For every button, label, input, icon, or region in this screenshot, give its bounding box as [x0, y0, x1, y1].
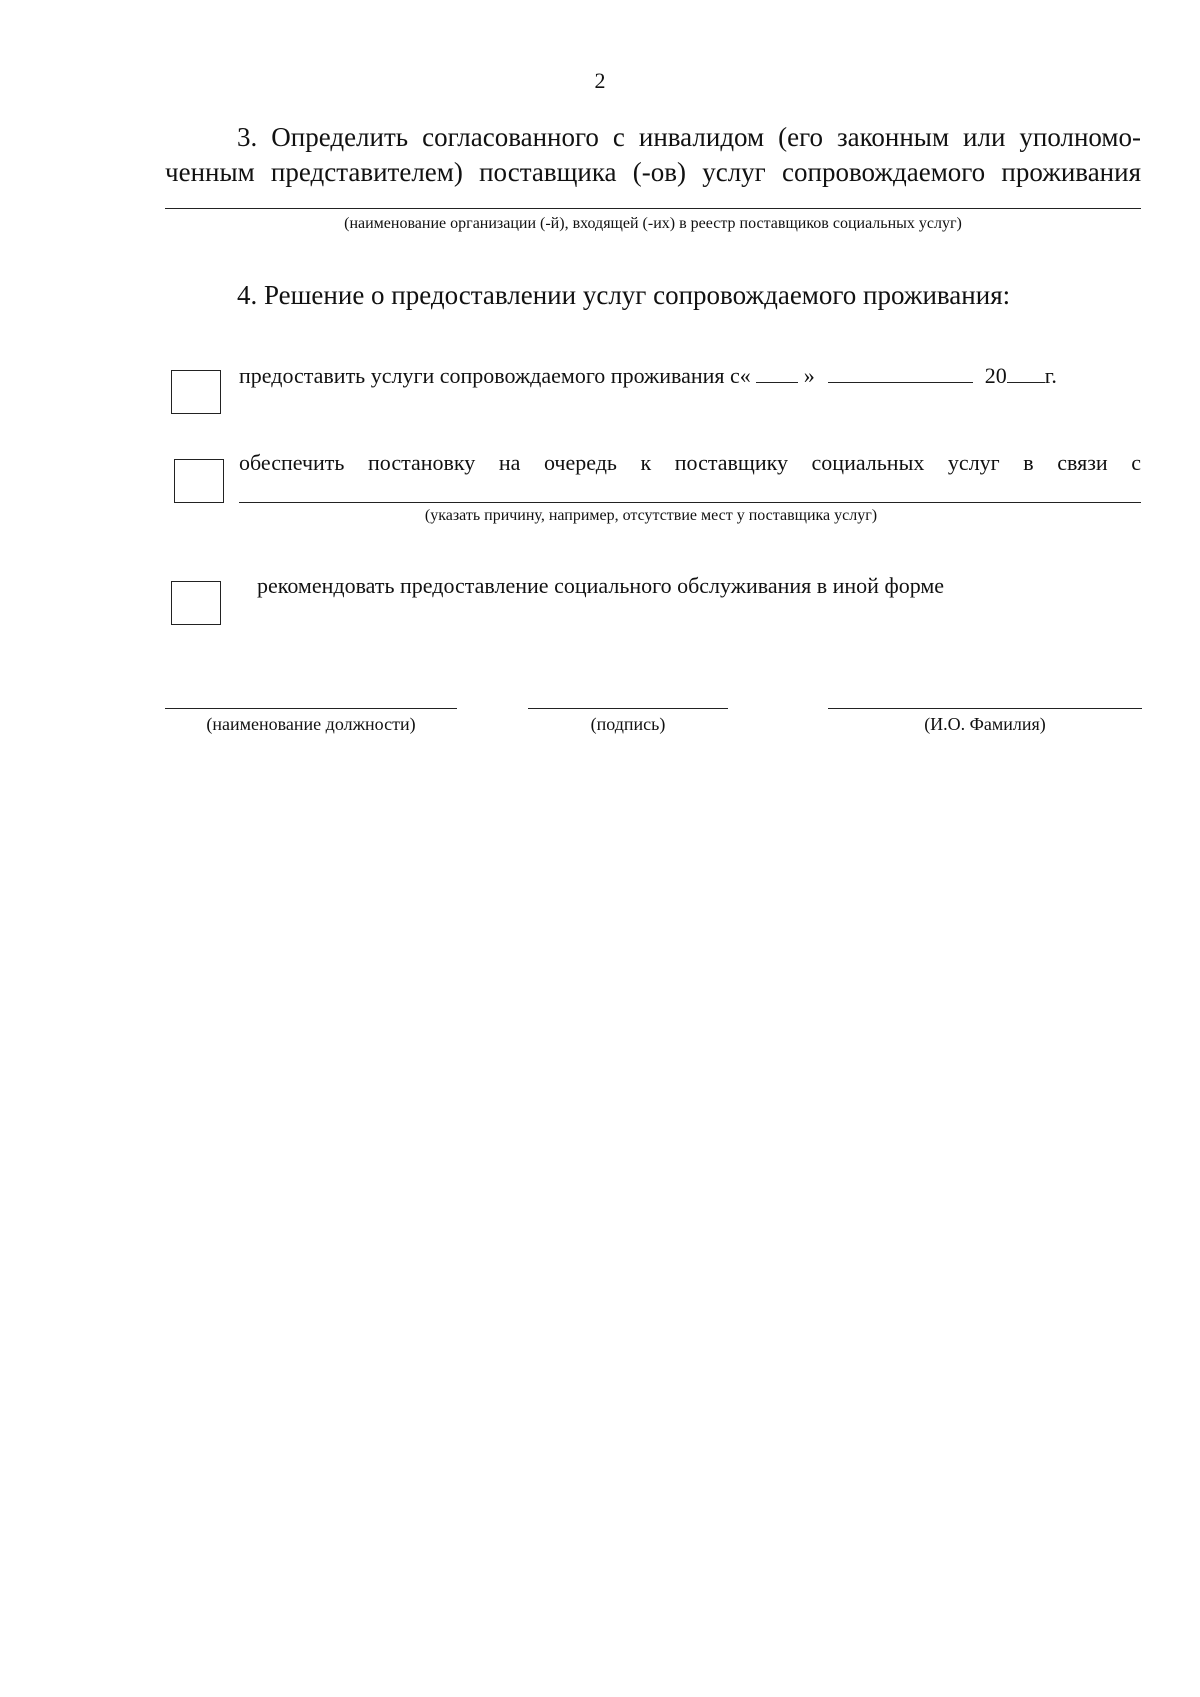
- page-number: 2: [594, 68, 606, 93]
- provider-name-field[interactable]: [165, 208, 1141, 209]
- full-name-field[interactable]: [828, 708, 1142, 709]
- start-day-field[interactable]: [756, 362, 798, 383]
- start-year-field[interactable]: [1007, 362, 1045, 383]
- provide-services-checkbox[interactable]: [171, 370, 221, 414]
- queue-checkbox[interactable]: [174, 459, 224, 503]
- queue-reason-field[interactable]: [239, 502, 1141, 503]
- year-prefix: 20: [984, 363, 1007, 388]
- section3-text-line2: ченным представителем) поставщика (-ов) услуг сопровождаемого проживания: [165, 157, 1141, 187]
- year-suffix: г.: [1044, 363, 1057, 388]
- recommend-checkbox[interactable]: [171, 581, 221, 625]
- position-field[interactable]: [165, 708, 457, 709]
- queue-reason-caption: (указать причину, например, отсутствие мест у поставщика услуг): [424, 507, 878, 524]
- section3-text-line1: 3. Определить согласованного с инвалидом (его законным или уполномо-: [237, 122, 1141, 152]
- provide-services-quote: »: [803, 363, 815, 388]
- start-month-field[interactable]: [828, 362, 973, 383]
- provide-services-option: [239, 362, 1057, 389]
- provider-name-caption: (наименование организации (-й), входящей (-их) в реестр поставщиков социальных услуг): [344, 215, 962, 232]
- signature-caption: (подпись): [590, 714, 666, 734]
- queue-option-label: обеспечить постановку на очередь к поставщику социальных услуг в связи с: [239, 450, 1141, 475]
- recommend-option-label: рекомендовать предоставление социального обслуживания в иной форме: [257, 573, 945, 598]
- position-caption: (наименование должности): [206, 714, 416, 734]
- signature-field[interactable]: [528, 708, 728, 709]
- full-name-caption: (И.О. Фамилия): [924, 714, 1046, 734]
- provide-services-label: предоставить услуги сопровождаемого проживания с«: [239, 363, 751, 388]
- section4-heading: 4. Решение о предоставлении услуг сопровождаемого проживания:: [237, 280, 1011, 310]
